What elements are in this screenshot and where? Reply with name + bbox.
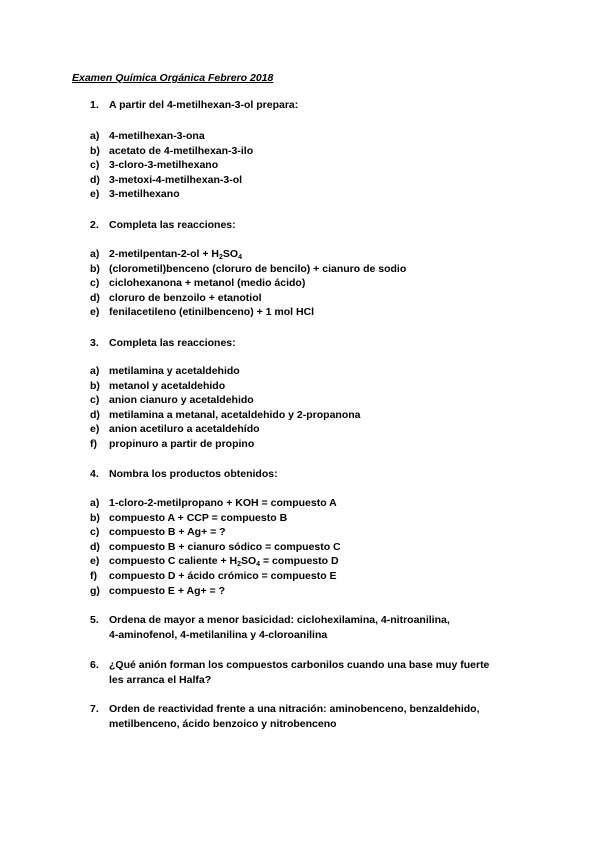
option-text: 3-metilhexano: [109, 188, 180, 201]
option-text: (clorometil)benceno (cloruro de bencilo) + cianuro de sodio: [109, 262, 407, 275]
option-letter: e): [90, 423, 100, 436]
list-item: [90, 540, 341, 555]
list-item: [90, 144, 253, 159]
question-number: 1.: [90, 99, 99, 111]
option-letter: d): [90, 173, 100, 186]
list-item: [90, 305, 406, 320]
question-7: [90, 703, 479, 715]
question-text: Orden de reactividad frente a una nitración: aminobenceno, benzaldehido,: [109, 703, 480, 715]
option-text: compuesto C caliente + $H_2SO_4$ = compuesto D: [109, 555, 339, 569]
question-number: 3.: [90, 337, 99, 349]
option-text: metanol y acetaldehido: [109, 379, 226, 392]
list-item: [90, 173, 253, 188]
option-letter: d): [90, 540, 100, 553]
question-number: 2.: [90, 219, 99, 231]
list-item: [90, 422, 361, 437]
question-number: 5.: [90, 614, 99, 626]
question-4: [90, 468, 278, 480]
list-item: [90, 584, 341, 599]
exam-title: Examen Química Orgánica Febrero 2018: [72, 72, 274, 84]
list-item: [90, 187, 253, 202]
question-7-continuation: metilbenceno, ácido benzoico y nitrobenceno: [109, 718, 337, 730]
option-letter: f): [90, 569, 97, 582]
option-letter: b): [90, 262, 100, 275]
question-5-continuation: 4-aminofenol, 4-metilanilina y 4-cloroanilina: [109, 629, 328, 641]
option-letter: c): [90, 277, 100, 290]
list-item: [90, 437, 361, 452]
list-item: [90, 569, 341, 584]
question-text: Completa las reacciones:: [109, 219, 236, 231]
option-text: 2-metilpentan-2-ol + $H_2SO_4$: [109, 248, 242, 261]
question-3-options: [90, 364, 361, 452]
question-text: Completa las reacciones:: [109, 337, 236, 349]
option-text: anion acetiluro a acetaldehído: [109, 423, 260, 436]
question-text: Ordena de mayor a menor basicidad: ciclohexilamina, 4-nitroanilina,: [109, 614, 450, 626]
option-letter: b): [90, 379, 100, 392]
option-text: 3-cloro-3-metilhexano: [109, 159, 219, 172]
option-text: metilamina y acetaldehido: [109, 365, 240, 377]
list-item: [90, 291, 406, 306]
option-text: 1-cloro-2-metilpropano + KOH = compuesto A: [109, 497, 337, 509]
option-text: propinuro a partir de propino: [109, 437, 255, 450]
option-text: cloruro de benzoilo + etanotiol: [109, 291, 262, 304]
list-item: [90, 262, 406, 277]
option-letter: e): [90, 555, 100, 568]
question-text: A partir del 4-metilhexan-3-ol prepara:: [109, 99, 299, 111]
option-letter: b): [90, 511, 100, 524]
list-item: [90, 554, 341, 569]
question-text: ¿Qué anión forman los compuestos carbonilos cuando una base muy fuerte: [109, 659, 490, 671]
list-item: [90, 247, 406, 262]
option-letter: a): [90, 130, 100, 142]
list-item: [90, 364, 361, 379]
option-letter: f): [90, 437, 97, 450]
list-item: [90, 129, 253, 144]
option-letter: c): [90, 394, 100, 407]
question-4-options: [90, 496, 341, 598]
option-text: 3-metoxi-4-metilhexan-3-ol: [109, 173, 243, 186]
question-1: [90, 99, 298, 111]
list-item: [90, 496, 341, 511]
option-text: compuesto B + Ag+ = ?: [109, 526, 226, 539]
option-letter: b): [90, 144, 100, 157]
option-text: compuesto D + ácido crómico = compuesto E: [109, 569, 337, 582]
option-letter: c): [90, 159, 100, 172]
option-text: acetato de 4-metilhexan-3-ilo: [109, 144, 254, 157]
option-text: compuesto A + CCP = compuesto B: [109, 511, 288, 524]
list-item: [90, 408, 361, 423]
question-6: [90, 659, 489, 671]
list-item: [90, 379, 361, 394]
question-6-continuation: les arranca el Halfa?: [109, 674, 212, 686]
option-letter: a): [90, 497, 100, 509]
option-letter: a): [90, 248, 100, 260]
option-text: ciclohexanona + metanol (medio ácido): [109, 277, 306, 290]
option-letter: g): [90, 584, 100, 597]
list-item: [90, 158, 253, 173]
list-item: [90, 525, 341, 540]
question-2: [90, 219, 236, 231]
list-item: [90, 511, 341, 526]
question-5: [90, 614, 450, 626]
option-letter: d): [90, 408, 100, 421]
question-number: 4.: [90, 468, 99, 480]
option-text: anion cianuro y acetaldehido: [109, 394, 254, 407]
option-letter: a): [90, 365, 100, 377]
question-number: 7.: [90, 703, 99, 715]
option-letter: d): [90, 291, 100, 304]
question-1-options: [90, 129, 253, 202]
question-2-options: [90, 247, 406, 320]
option-text: compuesto E + Ag+ = ?: [109, 584, 226, 597]
option-letter: e): [90, 188, 100, 201]
list-item: [90, 276, 406, 291]
option-text: metilamina a metanal, acetaldehido y 2-propanona: [109, 408, 361, 421]
option-letter: e): [90, 306, 100, 319]
option-letter: c): [90, 526, 100, 539]
question-text: Nombra los productos obtenidos:: [109, 468, 278, 480]
option-text: compuesto B + cianuro sódico = compuesto C: [109, 540, 341, 553]
question-number: 6.: [90, 659, 99, 671]
question-3: [90, 337, 236, 349]
option-text: 4-metilhexan-3-ona: [109, 130, 205, 142]
option-text: fenilacetileno (etinilbenceno) + 1 mol HCl: [109, 306, 315, 319]
list-item: [90, 393, 361, 408]
